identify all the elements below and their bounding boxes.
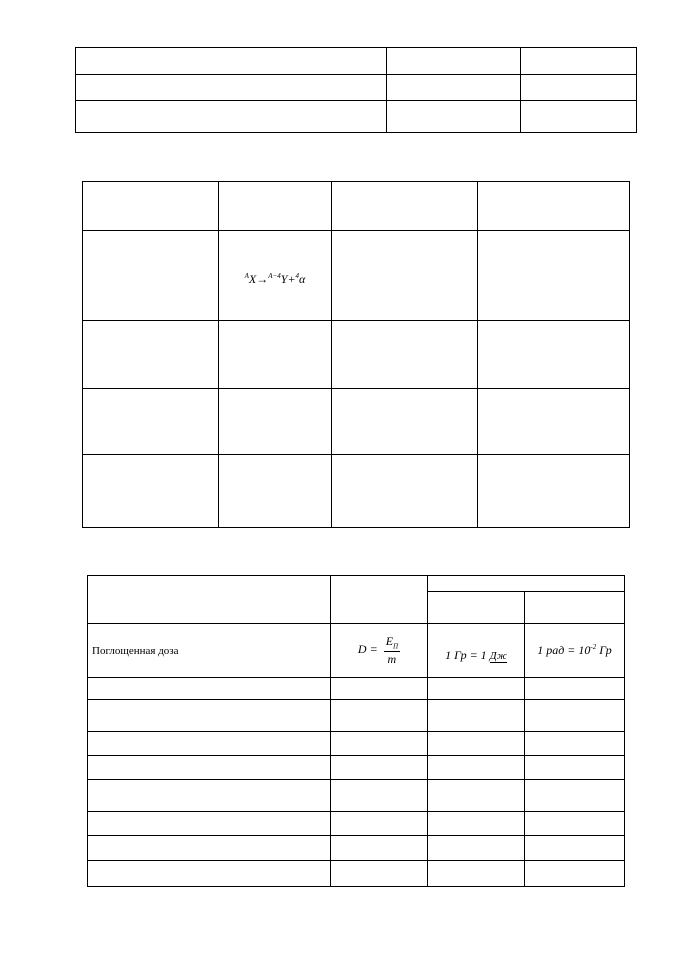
table-1-cell — [387, 101, 521, 133]
table-3-header-cell — [525, 592, 625, 624]
formula-fraction — [384, 634, 400, 666]
table-3 — [87, 575, 625, 887]
table-2-cell — [478, 455, 630, 528]
table-3-cell — [88, 780, 331, 812]
table-3-cell — [88, 732, 331, 756]
formula-symbol: D — [357, 642, 367, 657]
table-2-cell — [83, 321, 219, 389]
table-3-cell — [428, 678, 525, 700]
table-3-cell — [88, 678, 331, 700]
table-3-cell — [428, 836, 525, 861]
table-3-cell — [525, 780, 625, 812]
table-1-row — [76, 48, 637, 75]
table-2-cell — [332, 182, 478, 231]
table-3-cell — [331, 812, 428, 836]
table-2-cell — [83, 389, 219, 455]
table-2-cell — [478, 321, 630, 389]
table-2 — [82, 181, 630, 528]
formula-symbol: Y — [280, 272, 288, 286]
table-3-row — [88, 732, 625, 756]
table-3-row — [88, 861, 625, 887]
table-3-cell — [525, 812, 625, 836]
table-3-cell — [331, 678, 428, 700]
table-3-header-row — [88, 576, 625, 592]
table-1-row — [76, 101, 637, 133]
table-2-cell — [332, 321, 478, 389]
table-3-cell — [428, 780, 525, 812]
table-3-cell — [525, 836, 625, 861]
table-2-row — [83, 389, 630, 455]
table-3-cell — [525, 732, 625, 756]
formula-operator: = — [369, 642, 378, 657]
table-3-cell — [428, 812, 525, 836]
si-unit-formula — [428, 624, 525, 678]
formula-arrow: → — [256, 272, 269, 286]
table-2-cell — [219, 455, 332, 528]
formula-superscript: A−4 — [268, 272, 281, 280]
table-3-cell — [525, 861, 625, 887]
table-2-row — [83, 455, 630, 528]
table-1-cell — [76, 75, 387, 101]
alpha-decay-formula — [219, 231, 332, 321]
unit-fraction: Дж — [489, 650, 507, 662]
table-2-cell — [83, 231, 219, 321]
table-1-row — [76, 75, 637, 101]
table-1-cell — [387, 48, 521, 75]
table-2-cell — [83, 455, 219, 528]
absorbed-dose-label: Поглощенная доза — [88, 624, 331, 678]
formula-superscript: A — [244, 272, 249, 280]
table-1-cell — [387, 75, 521, 101]
table-3-row — [88, 836, 625, 861]
table-2-row — [83, 231, 630, 321]
table-3-cell — [88, 812, 331, 836]
table-3-row — [88, 780, 625, 812]
table-3-cell — [331, 700, 428, 732]
table-3-cell — [88, 700, 331, 732]
table-1-cell — [521, 75, 637, 101]
table-3-cell — [88, 836, 331, 861]
table-3-cell — [525, 756, 625, 780]
formula-superscript: 4 — [295, 272, 300, 280]
table-3-cell — [525, 700, 625, 732]
table-3-row — [88, 700, 625, 732]
formula-text: 1 рад = 10 — [537, 643, 591, 657]
table-3-cell — [428, 861, 525, 887]
table-3-cell — [428, 700, 525, 732]
table-3-header-cell — [428, 576, 625, 592]
table-3-row — [88, 624, 625, 678]
table-2-cell — [219, 321, 332, 389]
table-3-cell — [331, 836, 428, 861]
table-3-row — [88, 812, 625, 836]
formula-unit: Гр — [599, 643, 612, 657]
table-3-cell — [525, 678, 625, 700]
table-3-row — [88, 756, 625, 780]
fraction-numerator: $E_П$ — [385, 634, 399, 651]
table-2-cell — [478, 231, 630, 321]
table-3-header-cell — [88, 576, 331, 624]
table-1-cell — [76, 48, 387, 75]
table-3-cell — [428, 756, 525, 780]
table-2-cell — [219, 389, 332, 455]
fraction-denominator: m — [387, 651, 397, 666]
formula-text: 1 Гр = 1 — [445, 648, 487, 662]
table-2-cell — [332, 455, 478, 528]
table-1 — [75, 47, 637, 133]
table-2-cell — [219, 182, 332, 231]
table-1-cell — [76, 101, 387, 133]
formula-operator: + — [287, 272, 296, 286]
formula-symbol: α — [299, 272, 306, 286]
table-3-cell — [331, 756, 428, 780]
table-3-header-cell — [331, 576, 428, 624]
table-3-cell — [331, 732, 428, 756]
formula-superscript: -2 — [590, 643, 597, 651]
table-2-cell — [332, 231, 478, 321]
table-2-cell — [478, 389, 630, 455]
table-3-cell — [331, 780, 428, 812]
dose-formula — [331, 624, 428, 678]
formula-symbol: X — [248, 272, 257, 286]
table-3-cell — [88, 861, 331, 887]
table-3-cell — [331, 861, 428, 887]
table-2-row — [83, 321, 630, 389]
non-si-unit-formula — [525, 624, 625, 678]
table-3-cell — [88, 756, 331, 780]
table-1-cell — [521, 101, 637, 133]
table-3-cell — [428, 732, 525, 756]
table-2-cell — [83, 182, 219, 231]
table-2-cell — [332, 389, 478, 455]
table-3-row — [88, 678, 625, 700]
table-2-cell — [478, 182, 630, 231]
table-2-row — [83, 182, 630, 231]
table-3-header-cell — [428, 592, 525, 624]
table-1-cell — [521, 48, 637, 75]
